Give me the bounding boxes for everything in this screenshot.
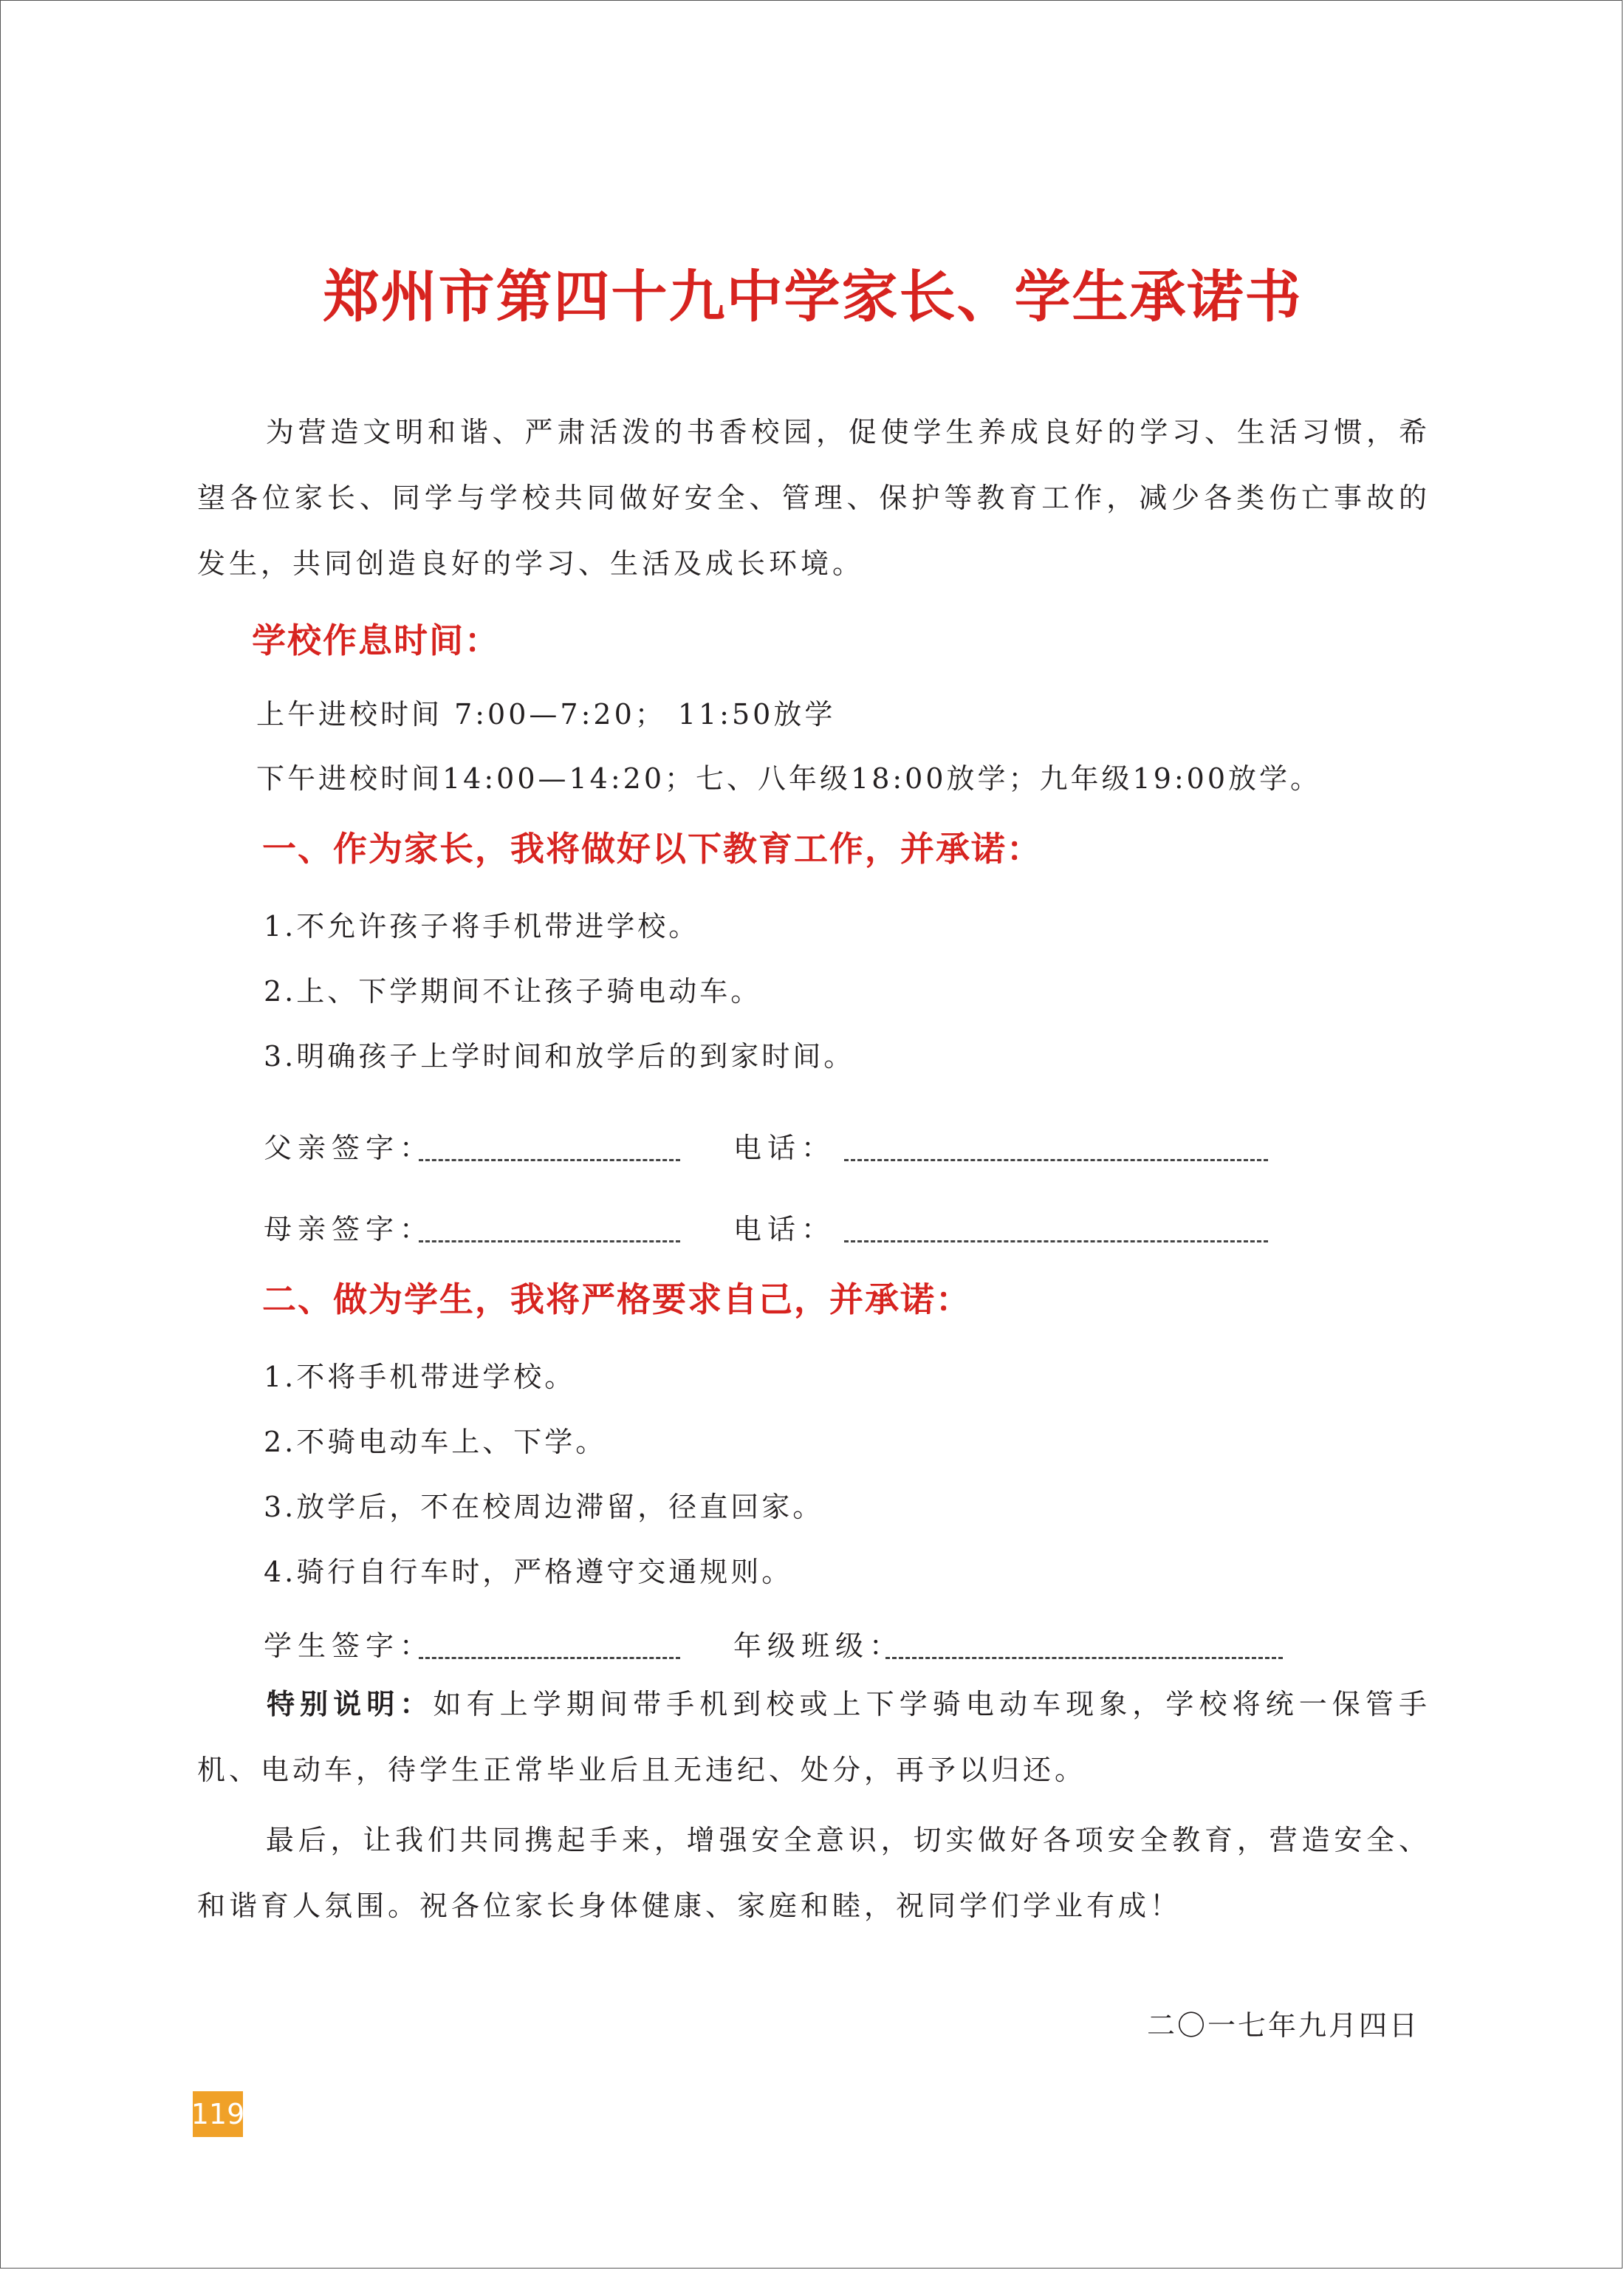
intro-text: 为营造文明和谐、严肃活泼的书香校园，促使学生养成良好的学习、生活习惯，希望各位家长、同学与学校共同做好安全、管理、保护等教育工作，减少各类伤亡事故的发生，共同创造良好的学习、生活及成长环境。 xyxy=(197,416,1431,580)
parent-item-2: 2.上、下学期间不让孩子骑电动车。 xyxy=(264,975,762,1008)
closing-text: 最后，让我们共同携起手来，增强安全意识，切实做好各项安全教育，营造安全、和谐育人氛围。祝各位家长身体健康、家庭和睦，祝同学们学业有成！ xyxy=(197,1824,1431,1922)
page-number-badge: 119 xyxy=(193,2091,243,2137)
special-note xyxy=(197,1672,1431,1803)
parent-item-1: 1.不允许孩子将手机带进学校。 xyxy=(264,910,700,943)
document-title: 郑州市第四十九中学家长、学生承诺书 xyxy=(323,264,1303,329)
parent-section-heading: 一、作为家长，我将做好以下教育工作，并承诺： xyxy=(262,829,1042,869)
grade-class-label: 年级班级： xyxy=(733,1630,904,1662)
student-item-1: 1.不将手机带进学校。 xyxy=(264,1361,576,1393)
schedule-morning: 上午进校时间 7:00—7:20； 11:50放学 xyxy=(256,698,836,731)
closing-paragraph xyxy=(197,1808,1431,1939)
father-phone-field[interactable] xyxy=(844,1159,1268,1161)
student-signature-label: 学生签字： xyxy=(264,1630,434,1662)
schedule-heading: 学校作息时间： xyxy=(252,621,500,660)
mother-phone-label: 电话： xyxy=(733,1213,836,1245)
student-section-heading: 二、做为学生，我将严格要求自己，并承诺： xyxy=(262,1279,971,1319)
student-item-2: 2.不骑电动车上、下学。 xyxy=(264,1426,607,1458)
student-item-3: 3.放学后，不在校周边滞留，径直回家。 xyxy=(264,1491,824,1523)
mother-phone-field[interactable] xyxy=(844,1240,1268,1242)
document-date: 二〇一七年九月四日 xyxy=(1146,2009,1419,2042)
mother-signature-field[interactable] xyxy=(419,1240,680,1242)
father-signature-field[interactable] xyxy=(419,1159,680,1161)
special-note-text: 如有上学期间带手机到校或上下学骑电动车现象，学校将统一保管手机、电动车，待学生正常毕业后且无违纪、处分，再予以归还。 xyxy=(197,1688,1431,1786)
student-signature-field[interactable] xyxy=(419,1657,680,1659)
intro-paragraph xyxy=(197,400,1431,597)
student-item-4: 4.骑行自行车时，严格遵守交通规则。 xyxy=(264,1556,793,1588)
special-note-lead: 特别说明： xyxy=(265,1688,434,1720)
parent-item-3: 3.明确孩子上学时间和放学后的到家时间。 xyxy=(264,1040,855,1073)
schedule-afternoon: 下午进校时间14:00—14:20；七、八年级18:00放学；九年级19:00放学。 xyxy=(256,762,1322,795)
father-signature-label: 父亲签字： xyxy=(264,1132,434,1164)
father-phone-label: 电话： xyxy=(733,1132,836,1164)
mother-signature-label: 母亲签字： xyxy=(264,1213,434,1245)
grade-class-field[interactable] xyxy=(885,1657,1283,1659)
